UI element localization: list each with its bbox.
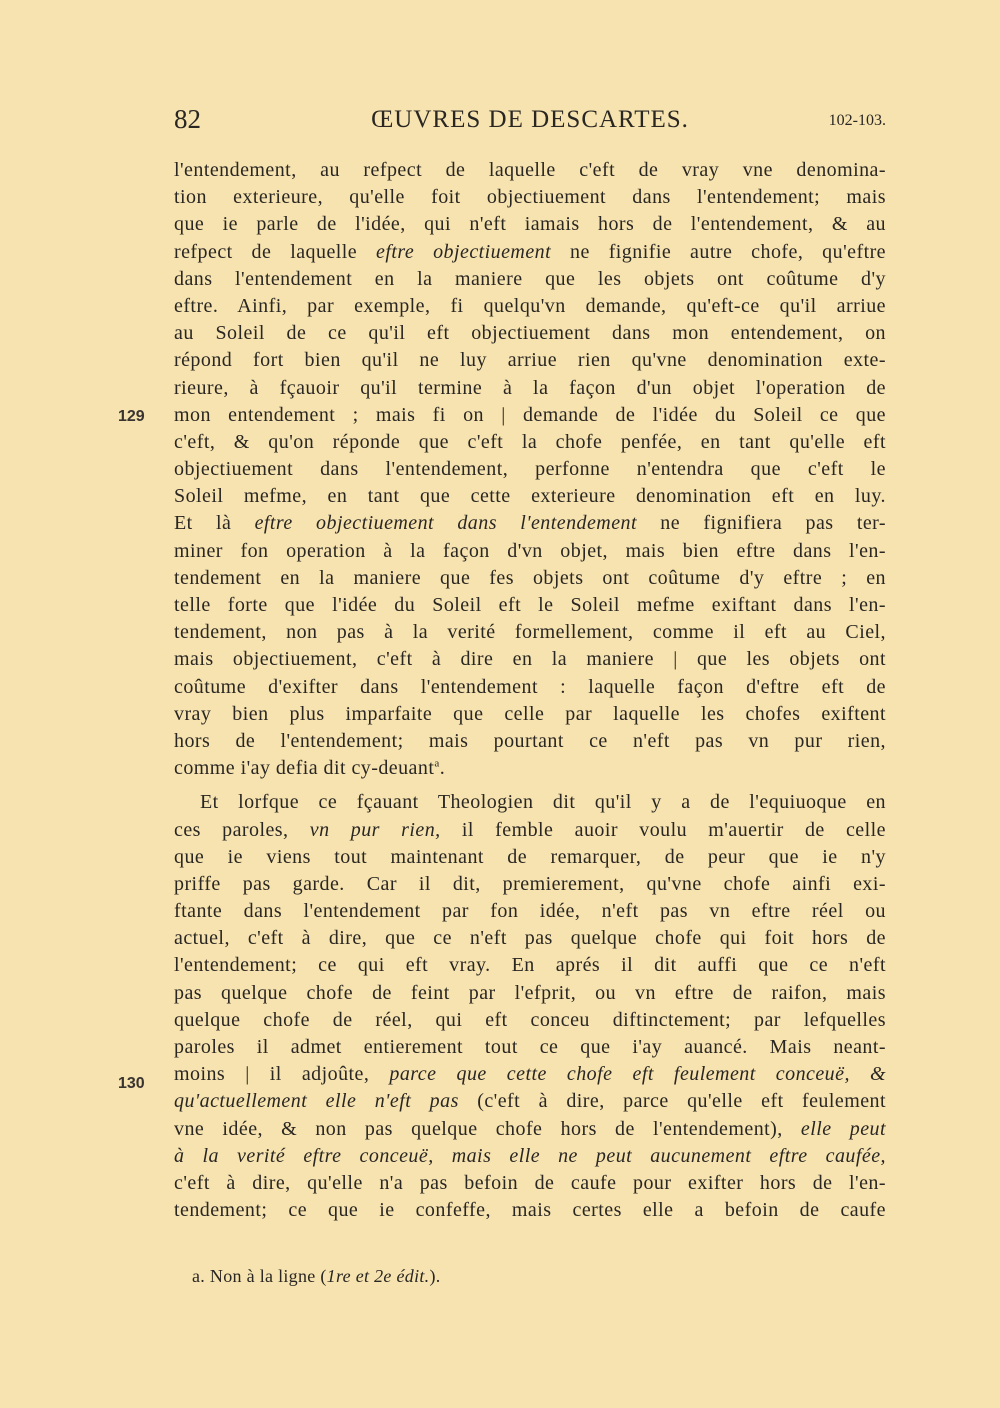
text-line: tendement en la maniere que fes objets ont coûtume d'y eftre ; en xyxy=(174,566,886,589)
text-run: vne idée, & non pas quelque chofe hors de l'entendement), xyxy=(174,1117,801,1140)
text-line: c'eft à dire, qu'elle n'a pas befoin de caufe pour exifter hors de l'en- xyxy=(174,1171,886,1194)
text-line: l'entendement; ce qui eft vray. En aprés il dit auffi que ce n'eft xyxy=(174,954,886,977)
margin-number: 130 xyxy=(118,1075,145,1092)
body-text xyxy=(174,157,886,1224)
text-line: rieure, à fçauoir qu'il termine à la façon d'un objet l'operation de xyxy=(174,376,886,399)
text-line: actuel, c'eft à dire, que ce n'eft pas quelque chofe qui foit hors de xyxy=(174,927,886,950)
text-run: Et là xyxy=(174,512,255,535)
text-line: priffe pas garde. Car il dit, premierement, qu'vne chofe ainfi exi- xyxy=(174,872,886,895)
italic-text: eftre objectiuement xyxy=(376,240,552,263)
italic-text: à la verité eftre conceuë, mais elle ne peut aucunement eftre caufée, xyxy=(174,1144,886,1167)
text-line: eftre. Ainfi, par exemple, fi quelqu'vn demande, qu'eft-ce qu'il arriue xyxy=(174,294,886,317)
text-run: ne fignifie autre chofe, qu'eftre xyxy=(551,240,887,263)
text-run: ces paroles, xyxy=(174,818,310,841)
text-line: miner fon operation à la façon d'vn objet, mais bien eftre dans l'en- xyxy=(174,539,886,562)
text-line: l'entendement, au refpect de laquelle c'eft de vray vne denomina- xyxy=(174,159,886,181)
italic-text: qu'actuellement elle n'eft pas xyxy=(174,1090,459,1113)
text-run: . xyxy=(439,757,446,780)
text-line: paroles il admet entierement tout ce que i'ay auancé. Mais neant- xyxy=(174,1036,886,1058)
text-line: mon entendement ; mais fi on | demande de l'idée du Soleil ce que xyxy=(174,403,886,426)
running-header xyxy=(174,104,886,144)
text-line: objectiuement dans l'entendement, perfonne n'entendra que c'eft le xyxy=(174,458,886,481)
text-line: Et lorfque ce fçauant Theologien dit qu'il y a de l'equiuoque en xyxy=(200,791,886,814)
text-line: dans l'entendement en la maniere que les objets ont coûtume d'y xyxy=(174,267,886,290)
text-line: tendement; ce que ie confeffe, mais certes elle a befoin de caufe xyxy=(174,1199,886,1222)
footnote-text: Non à la ligne ( xyxy=(209,1266,327,1286)
text-run: refpect de laquelle xyxy=(174,240,377,263)
text-line: quelque chofe de réel, qui eft conceu diftinctement; par lefquelles xyxy=(174,1008,886,1031)
page-reference: 102-103. xyxy=(828,112,886,129)
text-run: il femble auoir voulu m'auertir de celle xyxy=(440,818,886,841)
text-line xyxy=(174,1116,886,1143)
text-line: c'eft, & qu'on réponde que c'eft la chofe penfée, en tant qu'elle eft xyxy=(174,430,886,453)
text-line xyxy=(174,239,886,266)
italic-text: vn pur rien, xyxy=(309,818,441,841)
text-line xyxy=(174,817,886,844)
text-line xyxy=(174,1088,886,1115)
footnote-close: ). xyxy=(429,1266,441,1286)
text-line: Soleil mefme, en tant que cette exterieure denomination eft en luy. xyxy=(174,485,886,508)
text-line: tion exterieure, qu'elle foit objectiuement dans l'entendement; mais xyxy=(174,186,886,209)
text-line: mais objectiuement, c'eft à dire en la maniere | que les objets ont xyxy=(174,648,886,671)
page-number: 82 xyxy=(174,104,201,134)
text-line: tendement, non pas à la verité formellement, comme il eft au Ciel, xyxy=(174,621,886,644)
margin-number: 129 xyxy=(118,408,145,425)
text-line xyxy=(174,1143,886,1170)
text-line: pas quelque chofe de feint par l'efprit, ou vn eftre de raifon, mais xyxy=(174,981,886,1004)
running-title: ŒUVRES DE DESCARTES. xyxy=(371,106,689,133)
text-line: ftante dans l'entendement par fon idée, n'eft pas vn eftre réel ou xyxy=(174,900,886,923)
footnote xyxy=(192,1266,441,1287)
text-run: comme i'ay defia dit cy-deuant xyxy=(174,757,435,780)
italic-text: parce que cette chofe eft feulement conceuë, & xyxy=(389,1063,886,1086)
text-line: que ie viens tout maintenant de remarquer, de peur que ie n'y xyxy=(174,845,886,868)
text-line: répond fort bien qu'il ne luy arriue rien qu'vne denomination exte- xyxy=(174,349,886,372)
italic-text: eftre objectiuement dans l'entendement xyxy=(254,512,637,535)
footnote-ref: a xyxy=(434,757,440,770)
text-line: coûtume d'exifter dans l'entendement : laquelle façon d'eftre eft de xyxy=(174,675,886,698)
text-line xyxy=(174,510,886,537)
text-line: que ie parle de l'idée, qui n'eft iamais hors de l'entendement, & au xyxy=(174,213,886,236)
text-line: au Soleil de ce qu'il eft objectiuement dans mon entendement, on xyxy=(174,322,886,345)
footnote-edition: 1re et 2e édit. xyxy=(326,1266,430,1286)
italic-text: elle peut xyxy=(800,1117,886,1140)
text-run: (c'eft à dire, parce qu'elle eft feulement xyxy=(458,1090,887,1113)
text-line: vray bien plus imparfaite que celle par laquelle les chofes exiftent xyxy=(174,702,886,725)
text-line: telle forte que l'idée du Soleil eft le Soleil mefme exiftant dans l'en- xyxy=(174,594,886,616)
text-line: hors de l'entendement; mais pourtant ce n'eft pas vn pur rien, xyxy=(174,729,886,752)
text-run: moins | il adjoûte, xyxy=(174,1063,390,1086)
text-run: ne fignifiera pas ter- xyxy=(636,512,886,535)
footnote-marker: a. xyxy=(192,1266,206,1286)
text-line xyxy=(174,755,886,782)
text-line xyxy=(174,1061,886,1088)
